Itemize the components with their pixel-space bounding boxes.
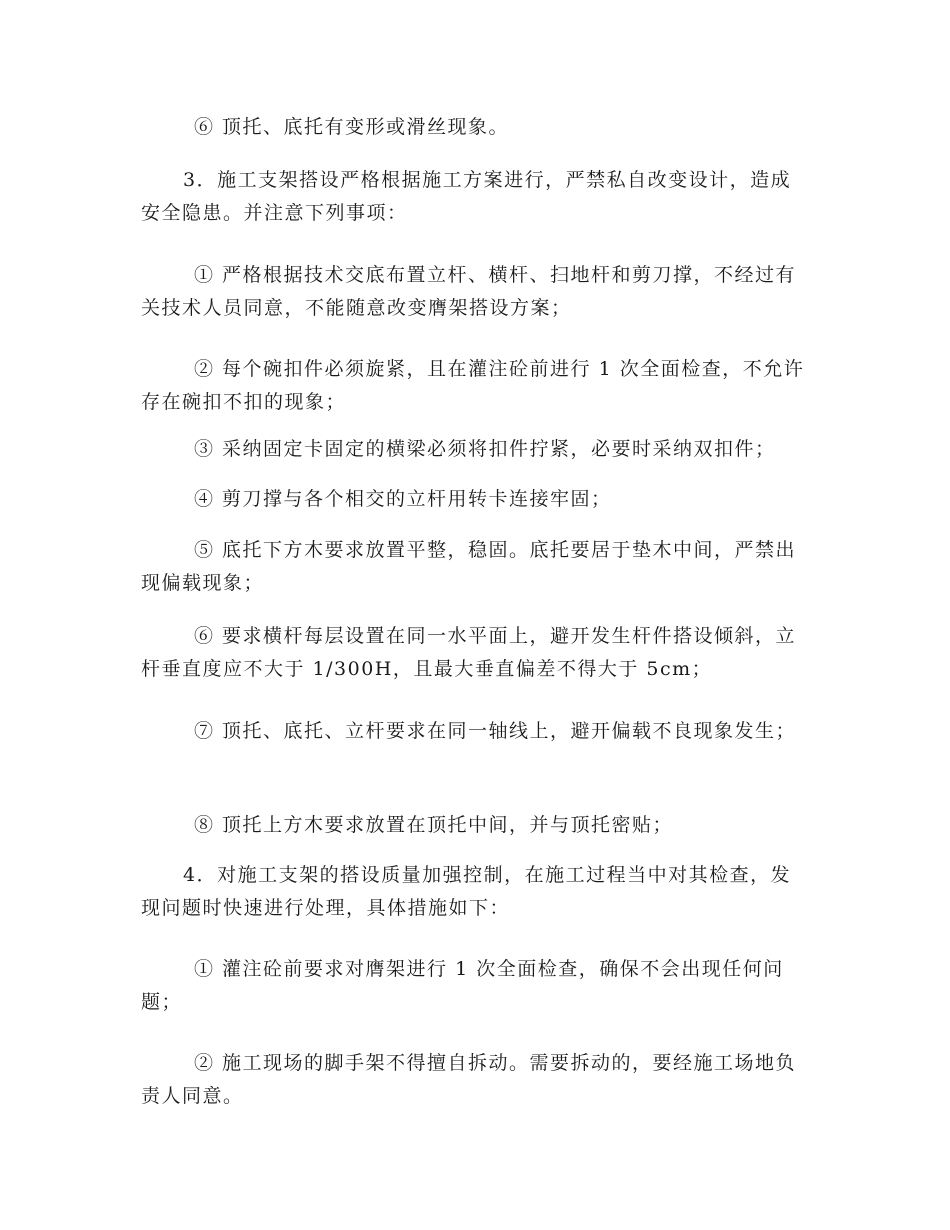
- paragraph-check-item-1: ① 灌注砼前要求对膺架进行 1 次全面检查，确保不会出现任何问题；: [141, 958, 784, 1013]
- paragraph-item-3: ③ 采纳固定卡固定的横梁必须将扣件拧紧，必要时采纳双扣件；: [194, 438, 776, 460]
- section-3-heading-paragraph: 3．施工支架搭设严格根据施工方案进行，严禁私自改变设计，造成安全隐患。并注意下列事项：: [141, 169, 792, 224]
- paragraph-item-6: ⑥ 要求横杆每层设置在同一水平面上，避开发生杆件搭设倾斜，立杆垂直度应不大于 1/300H，且最大垂直偏差不得大于 5cm；: [141, 625, 797, 680]
- paragraph-item-4: ④ 剪刀撑与各个相交的立杆用转卡连接牢固；: [194, 488, 612, 510]
- paragraph-item-7: ⑦ 顶托、底托、立杆要求在同一轴线上，避开偏载不良现象发生；: [194, 720, 797, 742]
- paragraph-item-2: ② 每个碗扣件必须旋紧，且在灌注砼前进行 1 次全面检查，不允许存在碗扣不扣的现象；: [141, 358, 805, 413]
- paragraph-item-8: ⑧ 顶托上方木要求放置在顶托中间，并与顶托密贴；: [194, 814, 674, 836]
- paragraph-check-item-2: ② 施工现场的脚手架不得擅自拆动。需要拆动的，要经施工场地负责人同意。: [141, 1052, 797, 1107]
- paragraph-item-5: ⑤ 底托下方木要求放置平整，稳固。底托要居于垫木中间，严禁出现偏载现象；: [141, 539, 797, 594]
- paragraph-item-6-deformation: ⑥ 顶托、底托有变形或滑丝现象。: [194, 116, 510, 138]
- section-4-heading-paragraph: 4．对施工支架的搭设质量加强控制，在施工过程当中对其检查，发现问题时快速进行处理，具体措施如下：: [141, 864, 792, 919]
- paragraph-item-1: ① 严格根据技术交底布置立杆、横杆、扫地杆和剪刀撑，不经过有关技术人员同意，不能随意改变膺架搭设方案；: [141, 264, 797, 319]
